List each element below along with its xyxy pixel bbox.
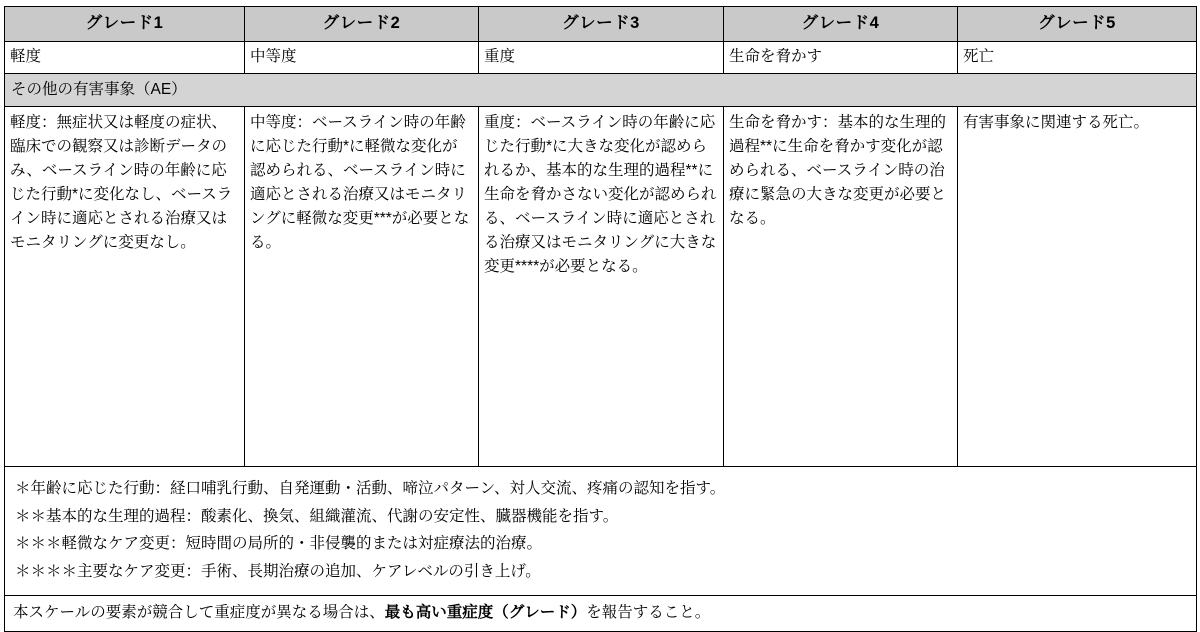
severity-label-grade-2: 中等度 [245,42,479,74]
description-grade-5-text: 有害事象に関連する死亡。 [963,114,1150,132]
description-grade-2 [245,107,479,467]
column-header-grade-5: グレード5 [958,7,1197,42]
severity-label-grade-3: 重度 [479,42,724,74]
description-row [5,107,1197,467]
description-grade-2-text: 中等度：ベースライン時の年齢に応じた行動*に軽微な変化が認められる、ベースライン時に適応とされる治療又はモニタリングに軽微な変更***が必要となる。 [250,114,470,252]
footnote-3: ＊＊＊軽微なケア変更：短時間の局所的・非侵襲的または対症療法的治療。 [15,535,543,553]
footer-note-prefix: 本スケールの要素が競合して重症度が異なる場合は、 [13,604,385,622]
section-label-other-adverse-events: その他の有害事象（AE） [5,73,1197,107]
description-grade-1-text: 軽度：無症状又は軽度の症状、臨床での観察又は診断データのみ、ベースライン時の年齢に応じた行動*に変化なし、ベースライン時に適応とされる治療又はモニタリングに変更なし。 [10,114,233,252]
severity-label-grade-1: 軽度 [5,42,245,74]
column-header-grade-2: グレード2 [245,7,479,42]
severity-label-row [5,42,1197,74]
footnotes-cell [5,467,1197,596]
section-header-row [5,73,1197,107]
footer-note-cell [5,596,1197,632]
footnote-1: ＊年齢に応じた行動：経口哺乳行動、自発運動・活動、啼泣パターン、対人交流、疼痛の認知を指す。 [15,480,726,498]
column-header-grade-1: グレード1 [5,7,245,42]
column-header-grade-4: グレード4 [724,7,958,42]
description-grade-5 [958,107,1197,467]
adverse-event-grading-table [4,6,1197,632]
description-grade-3-text: 重度：ベースライン時の年齢に応じた行動*に大きな変化が認められるか、基本的な生理的過程**に生命を脅かさない変化が認められる、ベースライン時に適応とされる治療又はモニタリングに大きな変更****が必要となる。 [484,114,717,276]
footer-note-row [5,596,1197,632]
severity-label-grade-4: 生命を脅かす [724,42,958,74]
description-grade-3 [479,107,724,467]
footnote-4: ＊＊＊＊主要なケア変更：手術、長期治療の追加、ケアレベルの引き上げ。 [15,562,541,580]
description-grade-4-text: 生命を脅かす：基本的な生理的過程**に生命を脅かす変化が認められる、ベースライン時の治療に緊急の大きな変更が必要となる。 [729,114,947,228]
footer-note-emphasis: 最も高い重症度（グレード） [384,604,587,622]
table-header-row [5,7,1197,42]
footnote-2: ＊＊基本的な生理的過程：酸素化、換気、組織灌流、代謝の安定性、臓器機能を指す。 [15,507,619,525]
footnotes-row [5,467,1197,596]
column-header-grade-3: グレード3 [479,7,724,42]
description-grade-1 [5,107,245,467]
footer-note-suffix: を報告すること。 [586,604,711,622]
description-grade-4 [724,107,958,467]
severity-label-grade-5: 死亡 [958,42,1197,74]
